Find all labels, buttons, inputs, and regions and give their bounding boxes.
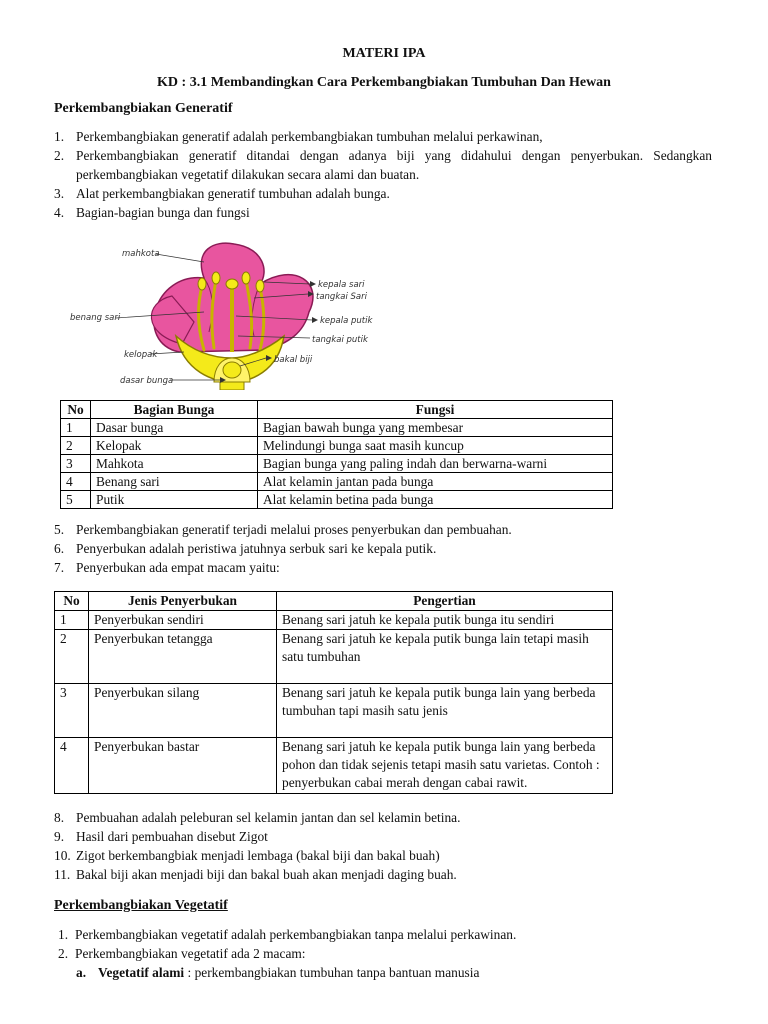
document-title: MATERI IPA <box>342 46 426 61</box>
list-item: 1. Perkembangbiakan vegetatif adalah perkembangbiakan tanpa melalui perkawinan. <box>58 927 517 942</box>
list-generatif-2 <box>54 520 712 577</box>
table-bagian-bunga <box>60 400 613 509</box>
table-row: 1 Penyerbukan sendiri Benang sari jatuh ke kepala putik bunga itu sendiri <box>55 611 613 630</box>
list-item: 5. Perkembangbiakan generatif terjadi melalui proses penyerbukan dan pembuahan. <box>54 522 512 537</box>
table-row: 3 Mahkota Bagian bunga yang paling indah dan berwarna-warni <box>61 455 613 473</box>
table-row: 4 Benang sari Alat kelamin jantan pada bunga <box>61 473 613 491</box>
list-item: 1. Perkembangbiakan generatif adalah perkembangbiakan tumbuhan melalui perkawinan, <box>54 129 543 144</box>
label-dasar-bunga: dasar bunga <box>120 376 174 386</box>
label-benang-sari: benang sari <box>70 313 121 323</box>
table-row: 2 Penyerbukan tetangga Benang sari jatuh ke kepala putik bunga lain tetapi masih satu tumbuhan <box>55 630 613 684</box>
table-header-row: No Bagian Bunga Fungsi <box>61 401 613 419</box>
section-heading-vegetatif: Perkembangbiakan Vegetatif <box>54 898 228 913</box>
label-tangkai-sari: tangkai Sari <box>316 292 367 302</box>
label-mahkota: mahkota <box>122 249 160 259</box>
sub-item-vegetatif-alami: a. Vegetatif alami : perkembangbiakan tumbuhan tanpa bantuan manusia <box>76 965 480 980</box>
table-row: 4 Penyerbukan bastar Benang sari jatuh ke kepala putik bunga lain yang berbeda pohon dan tidak sejenis tetapi masih satu varietas. Contoh : penyerbukan cabai merah dengan cabai rawit. <box>55 738 613 794</box>
table-row: 2 Kelopak Melindungi bunga saat masih kuncup <box>61 437 613 455</box>
table-row: 3 Penyerbukan silang Benang sari jatuh ke kepala putik bunga lain yang berbeda tumbuhan tapi masih satu jenis <box>55 684 613 738</box>
list-generatif-1 <box>54 127 712 222</box>
list-item: 3. Alat perkembangbiakan generatif tumbuhan adalah bunga. <box>54 186 390 201</box>
section-heading-generatif: Perkembangbiakan Generatif <box>54 101 233 116</box>
table-header-row: No Jenis Penyerbukan Pengertian <box>55 592 613 611</box>
list-item: 6. Penyerbukan adalah peristiwa jatuhnya serbuk sari ke kepala putik. <box>54 541 437 556</box>
list-item: 10. Zigot berkembangbiak menjadi lembaga (bakal biji dan bakal buah) <box>54 848 440 863</box>
list-generatif-3 <box>54 808 712 884</box>
kd-heading: KD : 3.1 Membandingkan Cara Perkembangbiakan Tumbuhan Dan Hewan <box>157 75 611 90</box>
label-bakal-biji: bakal biji <box>274 355 313 365</box>
list-item: 9. Hasil dari pembuahan disebut Zigot <box>54 829 268 844</box>
label-kepala-sari: kepala sari <box>318 280 365 290</box>
list-item: 2. Perkembangbiakan vegetatif ada 2 macam: <box>58 946 306 961</box>
list-item: 8. Pembuahan adalah peleburan sel kelamin jantan dan sel kelamin betina. <box>54 810 461 825</box>
flower-diagram <box>64 232 404 390</box>
list-item: 4. Bagian-bagian bunga dan fungsi <box>54 205 250 220</box>
table-row: 5 Putik Alat kelamin betina pada bunga <box>61 491 613 509</box>
list-vegetatif <box>58 925 712 963</box>
table-row: 1 Dasar bunga Bagian bawah bunga yang membesar <box>61 419 613 437</box>
list-item: 7. Penyerbukan ada empat macam yaitu: <box>54 560 280 575</box>
table-jenis-penyerbukan <box>54 591 613 794</box>
list-item: 2. Perkembangbiakan generatif ditandai dengan adanya biji yang didahului dengan penyerbukan. Sedangkan perkembangbiakan vegetatif dilakukan secara alami dan buatan. <box>54 148 712 182</box>
label-kelopak: kelopak <box>124 350 158 360</box>
label-tangkai-putik: tangkai putik <box>312 335 368 345</box>
label-kepala-putik: kepala putik <box>320 316 373 326</box>
list-item: 11. Bakal biji akan menjadi biji dan bakal buah akan menjadi daging buah. <box>54 867 457 882</box>
